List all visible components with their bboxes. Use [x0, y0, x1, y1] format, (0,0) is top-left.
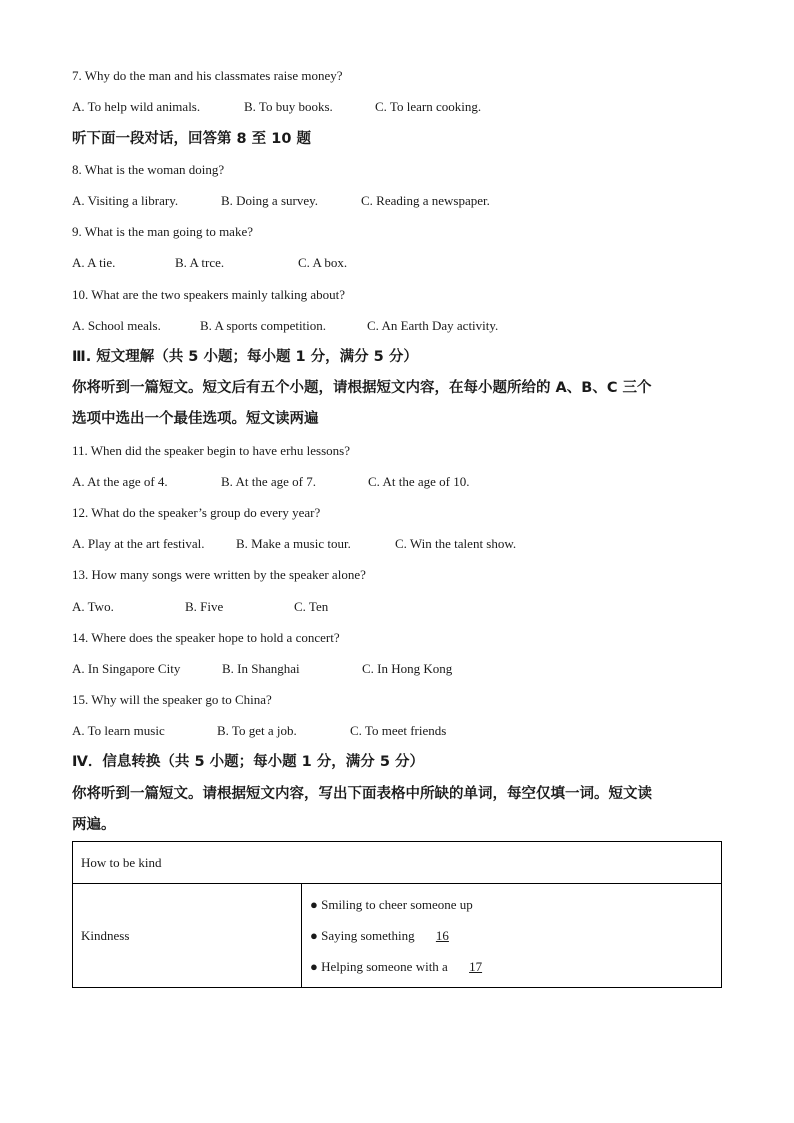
question-11-options [72, 474, 722, 490]
option-b: B. In Shanghai [222, 661, 300, 676]
info-table [72, 841, 722, 988]
option-a: A. To help wild animals. [72, 99, 201, 114]
question-15: 15. Why will the speaker go to China? [72, 692, 272, 707]
table-row [73, 884, 722, 988]
option-c: C. Ten [294, 599, 329, 614]
option-c: C. At the age of 10. [368, 474, 470, 489]
option-a: A. At the age of 4. [72, 474, 168, 489]
option-c: C. To meet friends [350, 723, 447, 738]
question-13: 13. How many songs were written by the speaker alone? [72, 567, 366, 582]
question-14: 14. Where does the speaker hope to hold a concert? [72, 630, 340, 645]
option-a: A. Visiting a library. [72, 193, 179, 208]
question-10: 10. What are the two speakers mainly talking about? [72, 287, 346, 302]
blank-16[interactable]: 16 [435, 928, 449, 943]
row-label: Kindness [73, 884, 302, 988]
question-12: 12. What do the speaker’s group do every year? [72, 505, 321, 520]
question-12-options [72, 536, 722, 552]
question-9-options [72, 255, 722, 271]
section-4-instruction-2: 两遍。 [72, 817, 116, 833]
option-a: A. To learn music [72, 723, 165, 738]
option-b: B. To get a job. [217, 723, 297, 738]
option-b: B. Doing a survey. [221, 193, 319, 208]
blank-17[interactable]: 17 [469, 959, 483, 974]
question-7-options [72, 99, 722, 115]
question-8-options [72, 193, 722, 209]
option-b: B. To buy books. [244, 99, 333, 114]
option-a: A. A tie. [72, 255, 116, 270]
section-3-instruction-1: 你将听到一篇短文。短文后有五个小题，请根据短文内容，在每小题所给的 A、B、C 三个 [72, 380, 652, 396]
option-b: B. Five [185, 599, 224, 614]
question-11: 11. When did the speaker begin to have erhu lessons? [72, 443, 350, 458]
question-9: 9. What is the man going to make? [72, 224, 253, 239]
question-7: 7. Why do the man and his classmates raise money? [72, 68, 343, 83]
question-8: 8. What is the woman doing? [72, 162, 225, 177]
question-14-options [72, 661, 722, 677]
bullet-text: ● Smiling to cheer someone up [310, 897, 473, 912]
question-10-options [72, 318, 722, 334]
option-c: C. In Hong Kong [362, 661, 453, 676]
option-a: A. In Singapore City [72, 661, 181, 676]
section-3-heading: Ⅲ. 短文理解（共 5 小题；每小题 1 分，满分 5 分） [72, 349, 418, 365]
option-c: C. Win the talent show. [395, 536, 517, 551]
bullet-cell [302, 884, 722, 988]
bullet-text: ● Helping someone with a [310, 959, 452, 974]
option-b: B. A trce. [175, 255, 225, 270]
option-c: C. A box. [298, 255, 348, 270]
bullet-item [310, 951, 721, 982]
bullet-item [310, 889, 721, 920]
option-b: B. At the age of 7. [221, 474, 316, 489]
option-c: C. To learn cooking. [375, 99, 482, 114]
bullet-item [310, 920, 721, 951]
question-15-options [72, 723, 722, 739]
option-a: A. Play at the art festival. [72, 536, 205, 551]
option-c: C. Reading a newspaper. [361, 193, 490, 208]
option-b: B. Make a music tour. [236, 536, 351, 551]
section-4-instruction-1: 你将听到一篇短文。请根据短文内容，写出下面表格中所缺的单词，每空仅填一词。短文读 [72, 786, 652, 802]
question-13-options [72, 599, 722, 615]
section-3-instruction-2: 选项中选出一个最佳选项。短文读两遍 [72, 411, 319, 427]
table-row [73, 842, 722, 884]
option-b: B. A sports competition. [200, 318, 327, 333]
option-a: A. Two. [72, 599, 114, 614]
option-a: A. School meals. [72, 318, 161, 333]
instruction-8-10: 听下面一段对话，回答第 8 至 10 题 [72, 131, 311, 147]
bullet-text: ● Saying something [310, 928, 418, 943]
table-title: How to be kind [73, 842, 722, 884]
section-4-heading: Ⅳ．信息转换（共 5 小题；每小题 1 分，满分 5 分） [72, 754, 424, 770]
option-c: C. An Earth Day activity. [367, 318, 499, 333]
